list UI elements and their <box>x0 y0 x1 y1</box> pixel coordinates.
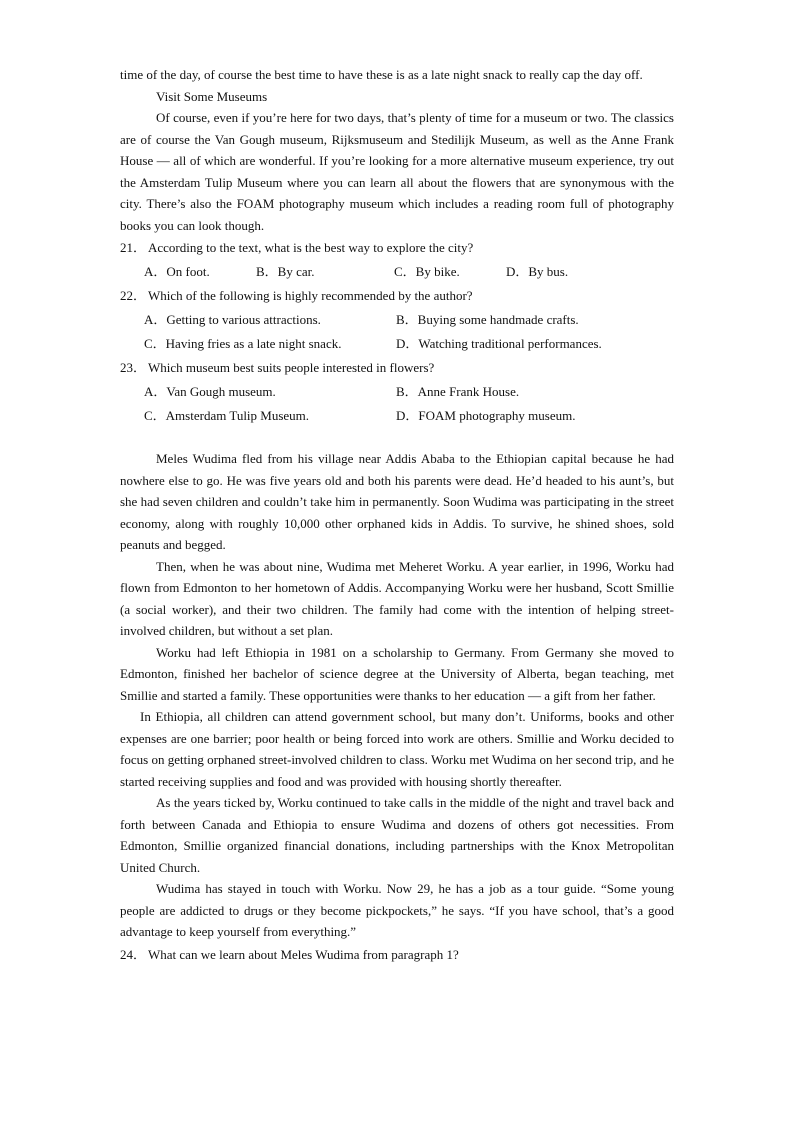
question-number: 22． <box>120 288 147 303</box>
question-number: 24． <box>120 946 147 962</box>
question-number: 23． <box>120 360 147 375</box>
option-a: A．On foot. <box>144 264 210 279</box>
option-b: B．Buying some handmade crafts. <box>396 312 579 327</box>
options-row <box>120 332 674 356</box>
museums-paragraph: Of course, even if you’re here for two days, that’s plenty of time for a museum or two. The classics are of course the Van Gough museum, Rijksmuseum and Stedilijk Museum, as well as the Anne Frank House — all of which are wonderful. If you’re looking for a more alternative museum experience, try out the Amsterdam Tulip Museum where you can learn all about the flowers that are synonymous with the city. There’s also the FOAM photography museum which includes a reading room full of photography books you can look though. <box>120 110 674 233</box>
passage-paragraph-1: Meles Wudima fled from his village near Addis Ababa to the Ethiopian capital because he had nowhere else to go. He was five years old and both his parents were dead. He’d headed to his aunt’s, but she had seven children and couldn’t take him in permanently. Soon Wudima was participating in the street economy, along with roughly 10,000 other orphaned kids in Addis. To survive, he shined shoes, sold peanuts and begged. <box>120 451 674 552</box>
options-row <box>120 404 674 428</box>
question-text: Which of the following is highly recommended by the author? <box>148 288 473 303</box>
option-c: C．Having fries as a late night snack. <box>144 336 342 351</box>
question-stem <box>120 356 674 380</box>
passage-paragraph-5: As the years ticked by, Worku continued to take calls in the middle of the night and travel back and forth between Canada and Ethiopia to ensure Wudima and dozens of others got necessities. From Edmonton, Smillie organized financial donations, including partnerships with the Knox Metropolitan United Church. <box>120 795 674 875</box>
passage-paragraph-3: Worku had left Ethiopia in 1981 on a scholarship to Germany. From Germany she moved to Edmonton, finished her bachelor of science degree at the University of Alberta, began teaching, met Smillie and started a family. These opportunities were thanks to her education — a gift from her father. <box>120 644 674 703</box>
question-22 <box>120 284 674 356</box>
option-a: A．Van Gough museum. <box>144 384 276 399</box>
question-stem <box>120 236 674 260</box>
option-c: C．By bike. <box>394 264 460 279</box>
section-gap <box>120 428 674 448</box>
passage-paragraph-4: In Ethiopia, all children can attend government school, but many don’t. Uniforms, books and other expenses are one barrier; poor health or being forced into work are others. Smillie and Worku decided to focus on getting orphaned street-involved children to class. Worku met Wudima on her second trip, and he started receiving supplies and food and was provided with housing shortly thereafter. <box>120 709 674 789</box>
option-d: D．By bus. <box>506 264 569 279</box>
passage-paragraph-2: Then, when he was about nine, Wudima met Meheret Worku. A year earlier, in 1996, Worku had flown from Edmonton to her hometown of Addis. Accompanying Worku were her husband, Scott Smillie (a social worker), and their two children. The family had come with the intention of helping street-involved children, but without a set plan. <box>120 558 674 638</box>
question-number: 21． <box>120 240 147 255</box>
question-stem <box>120 284 674 308</box>
question-text: What can we learn about Meles Wudima from paragraph 1? <box>148 946 459 962</box>
question-21 <box>120 236 674 284</box>
section-heading: Visit Some Museums <box>156 88 268 104</box>
option-d: D．FOAM photography museum. <box>396 408 576 423</box>
document-page <box>120 64 674 967</box>
question-24 <box>120 943 674 967</box>
option-b: B．By car. <box>256 264 315 279</box>
question-23 <box>120 356 674 428</box>
question-text: Which museum best suits people interested in flowers? <box>148 360 435 375</box>
passage-paragraph-6: Wudima has stayed in touch with Worku. Now 29, he has a job as a tour guide. “Some young people are addicted to drugs or they become pickpockets,” he says. “If you have school, that’s a good advantage to keep yourself from everything.” <box>120 881 674 939</box>
option-c: C．Amsterdam Tulip Museum. <box>144 408 310 423</box>
options-row <box>120 260 674 284</box>
option-a: A．Getting to various attractions. <box>144 312 321 327</box>
option-b: B．Anne Frank House. <box>396 384 520 399</box>
options-row <box>120 308 674 332</box>
options-row <box>120 380 674 404</box>
question-text: According to the text, what is the best way to explore the city? <box>148 240 474 255</box>
option-d: D．Watching traditional performances. <box>396 336 602 351</box>
intro-continuation: time of the day, of course the best time to have these is as a late night snack to really cap the day off. <box>120 67 643 82</box>
